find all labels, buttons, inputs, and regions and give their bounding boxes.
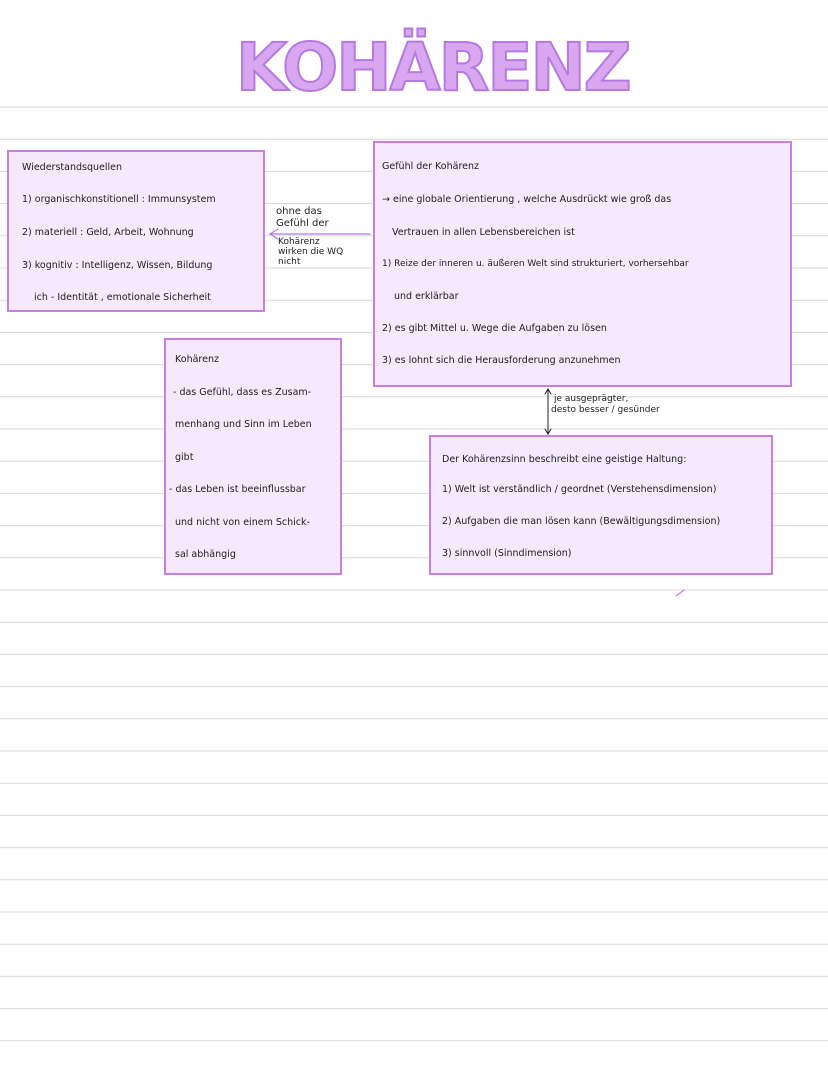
box-line: 1) organischkonstitionell : Immunsystem [22,194,216,205]
box-line: 2) materiell : Geld, Arbeit, Wohnung [22,227,194,238]
box-line: und erklärbar [394,291,459,302]
box-gefuehl-der-kohaerenz [373,141,792,387]
box-line: - das Gefühl, dass es Zusam- [173,387,312,398]
note-line: nicht [278,257,301,267]
note-line: Gefühl der [276,218,329,229]
box-line: 3) kognitiv : Intelligenz, Wissen, Bildung [22,260,213,271]
box-line: sal abhängig [175,549,236,560]
box-kohaerenzsinn [429,435,773,575]
box-line: 2) Aufgaben die man lösen kann (Bewältigungsdimension) [442,516,721,527]
box-kohaerenz [164,338,342,575]
box-line: und nicht von einem Schick- [175,517,310,528]
box-line: 3) sinnvoll (Sinndimension) [442,548,572,559]
box-widerstandsquellen [7,150,265,312]
box-line: gibt [175,452,194,463]
box-heading: Kohärenz [175,354,219,365]
note-line: ohne das [276,206,322,217]
box-line: ich - Identität , emotionale Sicherheit [34,292,211,303]
box-line: 1) Reize der inneren u. äußeren Welt sind strukturiert, vorhersehbar [382,259,689,269]
note-line: wirken die WQ [278,247,344,257]
note-line: je ausgeprägter, [554,394,629,404]
box-line: 2) es gibt Mittel u. Wege die Aufgaben zu lösen [382,323,607,334]
box-line: 3) es lohnt sich die Herausforderung anzunehmen [382,355,621,366]
box-heading: Gefühl der Kohärenz [382,161,480,172]
box-line: 1) Welt ist verständlich / geordnet (Verstehensdimension) [442,484,717,495]
box-line: menhang und Sinn im Leben [175,419,312,430]
box-line: Vertrauen in allen Lebensbereichen ist [392,227,575,238]
note-line: Kohärenz [278,237,320,247]
page-title: KOHÄRENZ [236,29,630,106]
box-line: - das Leben ist beeinflussbar [169,484,306,495]
box-line: → eine globale Orientierung , welche Ausdrückt wie groß das [382,194,672,205]
box-heading: Der Kohärenzsinn beschreibt eine geistige Haltung: [442,454,687,465]
note-line: desto besser / gesünder [551,405,660,415]
box-heading: Wiederstandsquellen [22,162,122,173]
